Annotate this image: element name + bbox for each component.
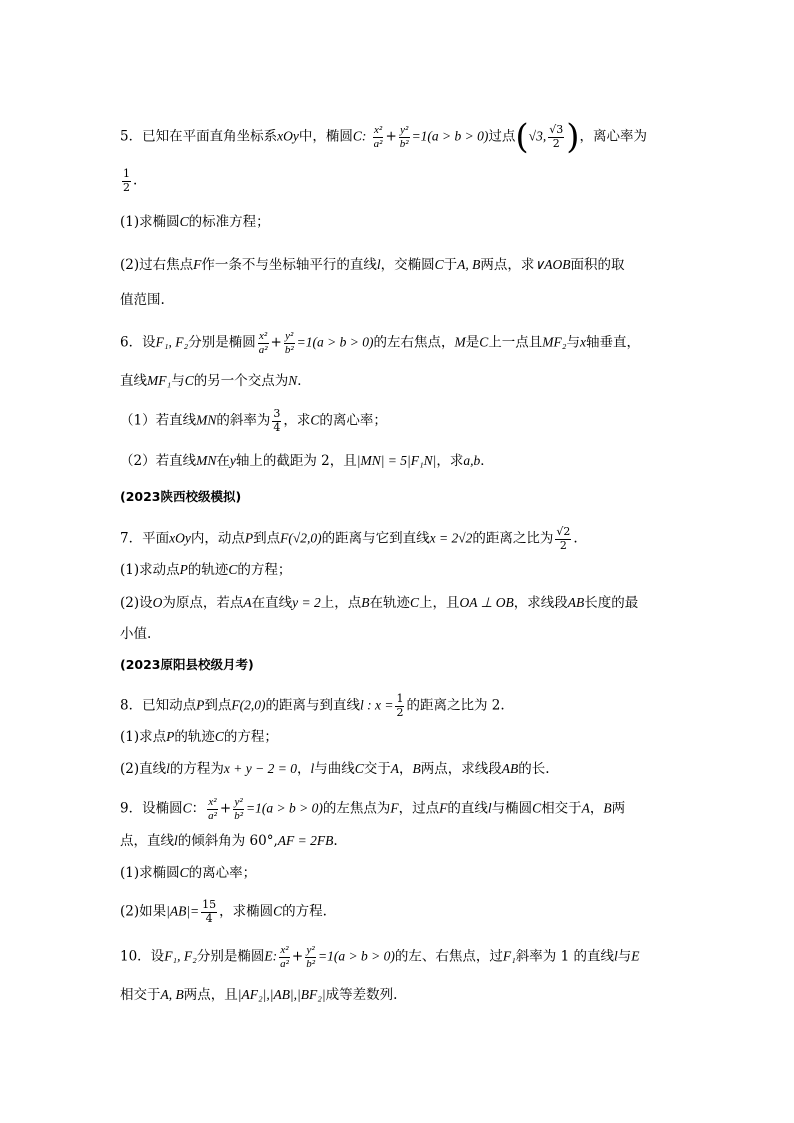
text: (2)如果 bbox=[120, 903, 167, 920]
text: ，过点 bbox=[398, 800, 440, 817]
problem-8-line-1 bbox=[120, 693, 505, 719]
text: 的距离之比为 2. bbox=[406, 697, 505, 714]
math: x bbox=[579, 334, 586, 350]
fraction bbox=[201, 899, 217, 925]
problem-7-q1 bbox=[120, 563, 291, 578]
math: C bbox=[532, 800, 542, 816]
text: 直线 bbox=[120, 373, 147, 389]
text: 作一条不与坐标轴平行的直线 bbox=[201, 257, 377, 273]
text: (2)直线 bbox=[120, 761, 167, 777]
text: 斜率为 1 的直线 bbox=[515, 948, 614, 965]
math: A bbox=[581, 800, 590, 816]
math: y bbox=[229, 453, 236, 468]
numerator: 1 bbox=[123, 167, 130, 180]
text: 9．设椭圆 bbox=[120, 800, 183, 817]
math: =1(a > b > 0) bbox=[246, 800, 323, 816]
math: MF₂ bbox=[542, 334, 567, 350]
numerator: y² bbox=[400, 123, 409, 136]
period: . bbox=[133, 172, 138, 189]
plus: + bbox=[270, 334, 282, 351]
text: 上一点且 bbox=[488, 334, 543, 351]
text: 两点，求 bbox=[480, 257, 535, 273]
fraction bbox=[395, 693, 404, 719]
text: ，离心率为 bbox=[579, 128, 647, 145]
problem-5-line-2 bbox=[120, 168, 137, 194]
denominator: 2 bbox=[559, 538, 567, 552]
math: =1(a > b > 0) bbox=[318, 948, 395, 964]
math: l bbox=[310, 761, 315, 776]
math: AF = 2FB bbox=[277, 833, 334, 848]
numerator: x² bbox=[259, 330, 268, 342]
math: =1(a > b > 0) bbox=[296, 334, 374, 350]
text: 上，点 bbox=[320, 595, 362, 611]
math: F₁, F₂ bbox=[155, 334, 189, 350]
math: P bbox=[196, 697, 205, 713]
math: A bbox=[390, 761, 399, 776]
plus: + bbox=[385, 128, 397, 145]
math: C bbox=[310, 412, 320, 428]
denominator: 4 bbox=[205, 911, 213, 925]
text: 在直线 bbox=[251, 595, 293, 611]
text: 的方程； bbox=[223, 729, 278, 745]
math: F bbox=[193, 257, 202, 272]
fraction bbox=[399, 124, 410, 150]
text: 分别是椭圆 bbox=[188, 334, 256, 351]
math: √3, bbox=[528, 128, 547, 144]
math: a,b bbox=[463, 453, 481, 468]
text: 的左右焦点， bbox=[373, 334, 455, 351]
text: (2)设 bbox=[120, 595, 153, 611]
text: 与 bbox=[171, 373, 185, 389]
numerator: 15 bbox=[202, 898, 217, 911]
problem-6-line-2 bbox=[120, 374, 311, 389]
numerator: x² bbox=[373, 123, 383, 136]
problem-8-q2 bbox=[120, 762, 550, 777]
text: 轴上的截距为 2，且 bbox=[235, 453, 357, 469]
math: F bbox=[390, 800, 399, 816]
fraction bbox=[548, 124, 564, 150]
fraction bbox=[279, 944, 290, 970]
denominator: b² bbox=[284, 343, 294, 356]
text: 的左、右焦点，过 bbox=[394, 948, 503, 965]
paren-left: ( bbox=[515, 117, 529, 157]
problem-5-line-1 bbox=[120, 117, 647, 157]
problem-7-q2 bbox=[120, 596, 638, 611]
text: (2)过右焦点 bbox=[120, 257, 194, 273]
denominator: b² bbox=[399, 137, 409, 150]
math: AB bbox=[567, 595, 585, 610]
math: P bbox=[179, 562, 188, 577]
math: |MN| = 5|F₁N| bbox=[356, 453, 437, 468]
problem-8-q1 bbox=[120, 730, 278, 745]
math: A bbox=[243, 595, 252, 610]
math: C bbox=[179, 865, 189, 880]
math: E bbox=[631, 948, 640, 964]
text: . bbox=[333, 833, 338, 849]
text: 与 bbox=[566, 334, 580, 351]
math: |AB|= bbox=[166, 903, 200, 919]
text: (1)求椭圆 bbox=[120, 214, 180, 230]
problem-9-line-2 bbox=[120, 834, 338, 849]
numerator: √3 bbox=[549, 122, 564, 136]
math: MN bbox=[196, 412, 217, 428]
fraction bbox=[373, 124, 384, 150]
text: 与椭圆 bbox=[491, 800, 533, 817]
numerator: 3 bbox=[273, 407, 281, 420]
denominator: a² bbox=[208, 809, 217, 822]
text: 于 bbox=[443, 257, 458, 273]
text: 的直线 bbox=[447, 800, 488, 817]
numerator: x² bbox=[280, 944, 289, 956]
problem-5-q2-cont bbox=[120, 294, 165, 308]
text: 到点 bbox=[253, 530, 281, 547]
math: C bbox=[214, 729, 224, 744]
math: C bbox=[479, 334, 489, 350]
problem-9-line-1 bbox=[120, 796, 625, 822]
text: ． bbox=[480, 453, 494, 469]
plus: + bbox=[219, 800, 232, 817]
math: C bbox=[354, 761, 364, 776]
denominator: 2 bbox=[396, 705, 404, 719]
fraction bbox=[122, 168, 131, 194]
problem-9-q1 bbox=[120, 866, 256, 881]
text: 6．设 bbox=[120, 334, 156, 351]
math: F bbox=[439, 800, 448, 816]
math: MF₁ bbox=[147, 373, 172, 388]
math: l bbox=[487, 800, 492, 816]
text: 在 bbox=[216, 453, 230, 469]
text: 过点 bbox=[488, 128, 516, 145]
text: 中，椭圆 bbox=[298, 128, 353, 145]
denominator: a² bbox=[258, 343, 268, 356]
math: l bbox=[376, 257, 381, 272]
math: ∨AOB bbox=[534, 257, 571, 272]
problem-7-q2-cont bbox=[120, 628, 151, 642]
plus: + bbox=[291, 948, 304, 965]
math: |AF₂|,|AB|,|BF₂| bbox=[237, 987, 326, 1002]
text: 的距离与到直线 bbox=[265, 697, 360, 714]
math: B bbox=[412, 761, 421, 776]
text: 与曲线 bbox=[314, 761, 355, 777]
problem-9-q2 bbox=[120, 899, 327, 925]
problem-10-line-1 bbox=[120, 944, 639, 970]
text: 7．平面 bbox=[120, 530, 170, 547]
text: ， bbox=[296, 761, 311, 777]
text: 5．已知在平面直角坐标系 bbox=[120, 128, 278, 145]
math: A, B bbox=[457, 257, 481, 272]
math: l bbox=[174, 833, 178, 848]
math: l : x = bbox=[359, 697, 394, 713]
math: MN bbox=[196, 453, 217, 468]
problem-5-q2 bbox=[120, 258, 625, 273]
denominator: 2 bbox=[123, 180, 130, 194]
problem-6-line-1 bbox=[120, 330, 640, 356]
text: 与 bbox=[617, 948, 632, 965]
text: 的离心率； bbox=[188, 865, 257, 881]
text: 值范围. bbox=[120, 292, 165, 308]
text: ， bbox=[399, 761, 413, 777]
text: 点，直线 bbox=[120, 833, 174, 849]
numerator: 1 bbox=[396, 692, 404, 705]
text: 的左焦点为 bbox=[322, 800, 391, 817]
text: (1)求椭圆 bbox=[120, 865, 180, 881]
text: 上，且 bbox=[419, 595, 460, 611]
numerator: y² bbox=[285, 330, 294, 342]
paren-right: ) bbox=[566, 117, 580, 157]
math: C bbox=[273, 903, 283, 919]
text: 的方程. bbox=[282, 903, 327, 920]
math: P bbox=[166, 729, 175, 744]
text: 小值. bbox=[120, 626, 152, 642]
math: F(2,0) bbox=[231, 697, 266, 713]
math: x = 2√2 bbox=[429, 530, 473, 546]
text: 相交于 bbox=[541, 800, 582, 817]
math: C: bbox=[352, 128, 367, 144]
math: AB bbox=[501, 761, 519, 776]
text: 交于 bbox=[363, 761, 391, 777]
math: M bbox=[454, 334, 466, 350]
text: 为原点，若点 bbox=[162, 595, 244, 611]
fraction bbox=[207, 796, 218, 822]
problem-6-q2 bbox=[120, 454, 494, 469]
math: F₁, F₂ bbox=[164, 948, 197, 964]
text: ： bbox=[191, 800, 206, 817]
text: 10．设 bbox=[120, 948, 165, 965]
text: 分别是椭圆 bbox=[196, 948, 265, 965]
math: xOy bbox=[277, 128, 299, 144]
math: E: bbox=[264, 948, 278, 964]
math: y = 2 bbox=[292, 595, 321, 610]
numerator: y² bbox=[234, 796, 243, 808]
text: 的距离与它到直线 bbox=[321, 530, 430, 547]
text: 到点 bbox=[204, 697, 232, 714]
problem-5-q1 bbox=[120, 215, 270, 230]
fraction bbox=[284, 330, 295, 356]
math: C bbox=[184, 373, 194, 388]
fraction bbox=[258, 330, 269, 356]
text: 两点，且 bbox=[183, 987, 238, 1003]
denominator: 2 bbox=[552, 136, 560, 150]
math: N bbox=[288, 373, 298, 388]
text: 的方程为 bbox=[169, 761, 224, 777]
math: OA ⊥ OB bbox=[459, 595, 514, 610]
text: 的轨迹 bbox=[174, 729, 215, 745]
math: B bbox=[603, 800, 612, 816]
text: 的长. bbox=[518, 761, 550, 777]
text: 的离心率； bbox=[319, 412, 387, 429]
text: 是 bbox=[465, 334, 480, 351]
text: 8．已知动点 bbox=[120, 697, 197, 714]
text: 的斜率为 bbox=[216, 412, 271, 429]
text: ，求 bbox=[436, 453, 464, 469]
math: x + y − 2 = 0 bbox=[223, 761, 297, 776]
fraction bbox=[233, 796, 244, 822]
text: ， bbox=[589, 800, 604, 817]
source-label: (2023原阳县校级月考) bbox=[120, 657, 254, 672]
text: （2）若直线 bbox=[120, 453, 197, 469]
denominator: 4 bbox=[273, 420, 281, 434]
text: ，求线段 bbox=[513, 595, 568, 611]
text: 的标准方程； bbox=[188, 214, 270, 230]
text: 的距离之比为 bbox=[472, 530, 554, 547]
math: xOy bbox=[169, 530, 191, 546]
math: l bbox=[613, 948, 618, 964]
problem-7-line-1 bbox=[120, 526, 578, 552]
fraction bbox=[305, 944, 316, 970]
text: ，求椭圆 bbox=[219, 903, 274, 920]
text: 两 bbox=[611, 800, 626, 817]
math: l bbox=[166, 761, 170, 776]
math: F(√2,0) bbox=[280, 530, 322, 546]
denominator: b² bbox=[306, 957, 316, 970]
text: ． bbox=[297, 373, 311, 389]
denominator: a² bbox=[373, 137, 383, 150]
math: A, B bbox=[160, 987, 184, 1002]
text: . bbox=[573, 530, 578, 547]
source-label: (2023陕西校级模拟) bbox=[120, 489, 242, 504]
text: ，求 bbox=[283, 412, 311, 429]
math: C bbox=[179, 214, 189, 229]
math: F₁ bbox=[502, 948, 516, 964]
text: 面积的取 bbox=[570, 257, 625, 273]
math: B bbox=[361, 595, 370, 610]
text: 的轨迹 bbox=[187, 562, 229, 578]
denominator: a² bbox=[280, 957, 289, 970]
text: 相交于 bbox=[120, 987, 161, 1003]
text: 的方程； bbox=[237, 562, 292, 578]
math: C bbox=[228, 562, 238, 577]
fraction bbox=[272, 408, 281, 434]
math: O bbox=[152, 595, 163, 610]
text: 的倾斜角为 60°, bbox=[177, 833, 278, 849]
denominator: b² bbox=[234, 809, 244, 822]
text: 两点，求线段 bbox=[420, 761, 502, 777]
math: C bbox=[409, 595, 419, 610]
math: C bbox=[182, 800, 192, 816]
math: C bbox=[434, 257, 444, 272]
text: (1)求点 bbox=[120, 729, 167, 745]
text: 成等差数列. bbox=[325, 987, 398, 1003]
fraction bbox=[555, 526, 571, 552]
text: 在轨迹 bbox=[369, 595, 410, 611]
numerator: y² bbox=[306, 944, 315, 956]
text: ，交椭圆 bbox=[380, 257, 435, 273]
math: P bbox=[244, 530, 254, 546]
text: 轴垂直， bbox=[585, 334, 640, 351]
text: （1）若直线 bbox=[120, 412, 197, 429]
text: 内，动点 bbox=[190, 530, 245, 547]
math: =1(a > b > 0) bbox=[411, 128, 489, 144]
problem-6-q1 bbox=[120, 408, 387, 434]
numerator: x² bbox=[208, 796, 217, 808]
problem-10-line-2 bbox=[120, 988, 397, 1003]
text: 长度的最 bbox=[584, 595, 639, 611]
text: 的另一个交点为 bbox=[193, 373, 289, 389]
text: (1)求动点 bbox=[120, 562, 180, 578]
numerator: √2 bbox=[556, 525, 571, 538]
